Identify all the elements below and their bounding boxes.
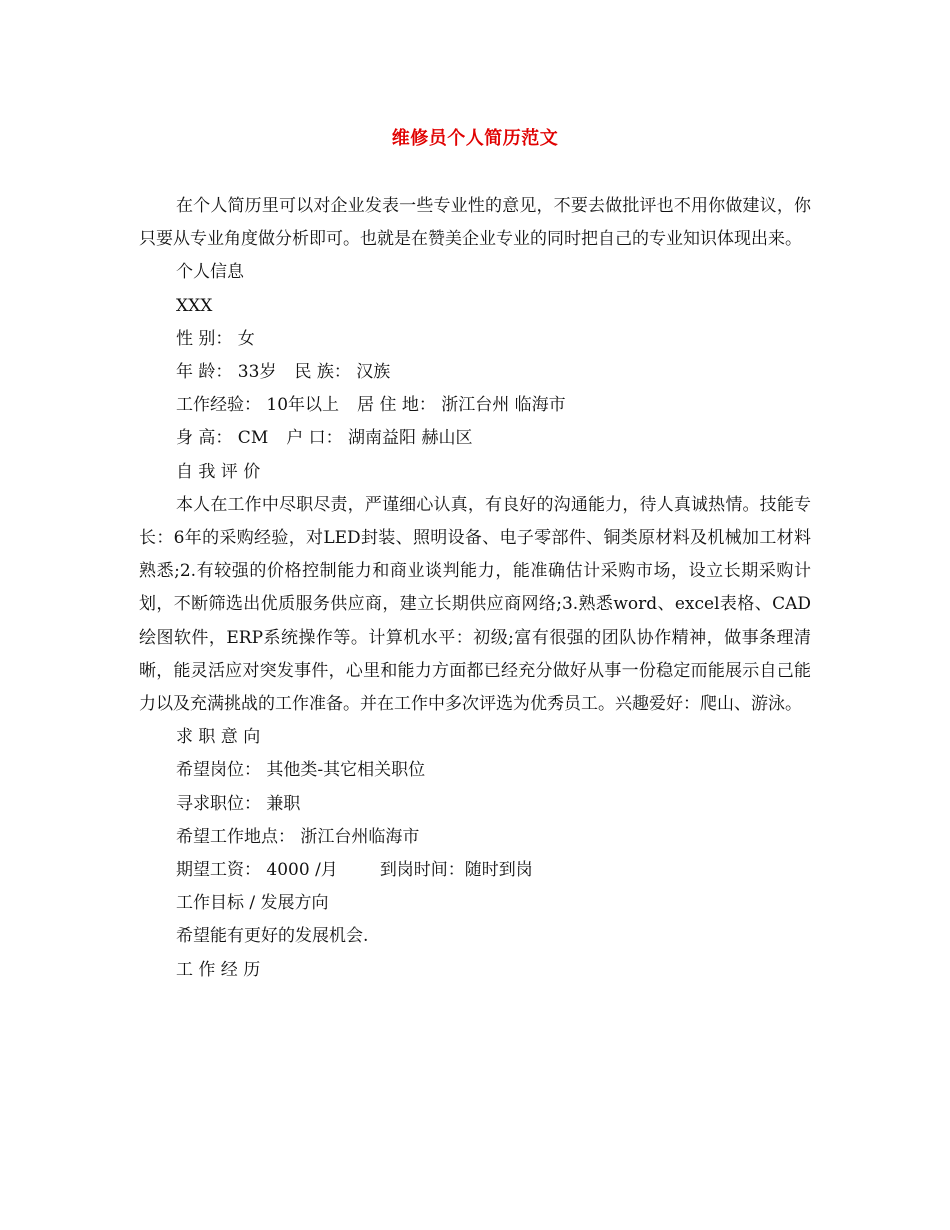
name-line: XXX [176, 295, 213, 316]
desired-position-line: 希望岗位： 其他类-其它相关职位 [176, 760, 426, 781]
document-body [139, 190, 811, 987]
gender-line: 性 别： 女 [176, 328, 255, 349]
job-intention-heading: 求 职 意 向 [176, 727, 261, 748]
document-title: 维修员个人简历范文 [391, 128, 559, 149]
intro-paragraph: 在个人简历里可以对企业发表一些专业性的意见，不要去做批评也不用你做建议，你只要从专业角度做分析即可。也就是在赞美企业专业的同时把自己的专业知识体现出来。 [139, 196, 811, 250]
height-field: 身 高： CM [176, 428, 269, 449]
self-evaluation-text: 本人在工作中尽职尽责，严谨细心认真，有良好的沟通能力，待人真诚热情。技能专长：6年的采购经验，对LED封装、照明设备、电子零部件、铜类原材料及机械加工材料熟悉;2.有较强的价格控制能力和商业谈判能力，能准确估计采购市场，设立长期采购计划，不断筛选出优质服务供应商，建立长期供应商网络;3.熟悉word、excel表格、CAD绘图软件，ERP系统操作等。计算机水平：初级;富有很强的团队协作精神，做事条理清晰，能灵活应对突发事件，心里和能力方面都已经充分做好从事一份稳定而能展示自己能力以及充满挑战的工作准备。并在工作中多次评选为优秀员工。兴趣爱好：爬山、游泳。 [139, 494, 811, 715]
experience-field: 工作经验： 10年以上 [176, 395, 340, 416]
start-time-field: 到岗时间：随时到岗 [379, 860, 533, 881]
residence-field: 居 住 地： 浙江台州 临海市 [357, 395, 566, 416]
height-hukou-line [139, 422, 811, 455]
self-evaluation-heading: 自 我 评 价 [176, 461, 261, 482]
goal-text: 希望能有更好的发展机会. [176, 926, 369, 947]
work-experience-heading: 工 作 经 历 [176, 959, 261, 980]
goal-heading: 工作目标 / 发展方向 [176, 893, 329, 914]
ethnicity-field: 民 族： 汉族 [294, 362, 391, 383]
age-field: 年 龄： 33岁 [176, 362, 277, 383]
experience-residence-line [139, 389, 811, 422]
hukou-field: 户 口： 湖南益阳 赫山区 [286, 428, 473, 449]
personal-info-heading: 个人信息 [176, 262, 244, 283]
age-ethnicity-line [139, 356, 811, 389]
job-type-line: 寻求职位： 兼职 [176, 793, 301, 814]
salary-start-line [139, 854, 811, 887]
desired-location-line: 希望工作地点： 浙江台州临海市 [176, 826, 420, 847]
expected-salary-field: 期望工资： 4000 /月 [176, 860, 338, 881]
